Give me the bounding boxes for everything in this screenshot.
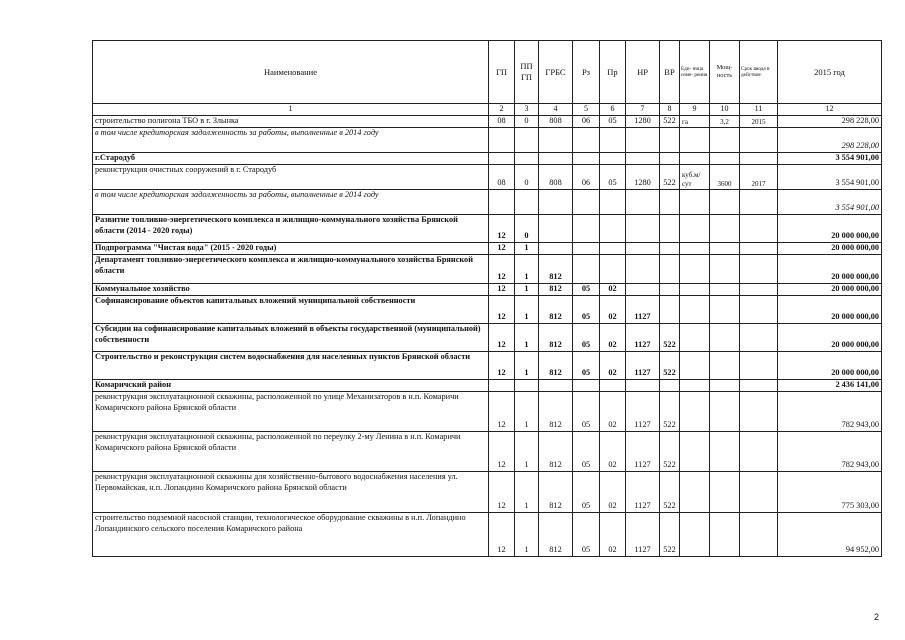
- row-name: Комаричский район: [93, 380, 489, 392]
- row-rz: [573, 255, 600, 284]
- row-grbs: 812: [539, 255, 573, 284]
- table-row: [93, 392, 882, 432]
- header-ppgp: ПП ГП: [515, 41, 539, 104]
- row-rz: 06: [573, 116, 600, 128]
- row-unit: [680, 352, 710, 380]
- header-vr: ВР: [660, 41, 680, 104]
- table-row: [93, 432, 882, 472]
- header-year: 2015 год: [778, 41, 882, 104]
- row-ppgp: [515, 190, 539, 215]
- row-term: [740, 392, 778, 432]
- row-amount: 3 554 901,00: [778, 190, 882, 215]
- row-term: [740, 472, 778, 513]
- row-unit: га: [680, 116, 710, 128]
- row-pr: [600, 215, 626, 243]
- row-nr: [626, 243, 660, 255]
- row-unit: куб.м/ сут: [680, 165, 710, 190]
- header-pr: Пр: [600, 41, 626, 104]
- table-row: [93, 190, 882, 215]
- row-name: строительство полигона ТБО в г. Злынка: [93, 116, 489, 128]
- table-row: [93, 165, 882, 190]
- row-grbs: 808: [539, 116, 573, 128]
- row-pr: 02: [600, 472, 626, 513]
- row-pr: 02: [600, 352, 626, 380]
- row-unit: [680, 153, 710, 165]
- row-name: реконструкция эксплуатационной скважины, расположенной по улице Механизаторов в н.п. Комаричи Комаричского района Брянской области: [93, 392, 489, 432]
- row-ppgp: [515, 153, 539, 165]
- row-vr: 522: [660, 352, 680, 380]
- col-number: 8: [660, 104, 680, 116]
- row-gp: [489, 190, 515, 215]
- row-unit: [680, 392, 710, 432]
- row-cap: [710, 190, 740, 215]
- row-unit: [680, 324, 710, 352]
- row-unit: [680, 215, 710, 243]
- row-amount: 782 943,00: [778, 432, 882, 472]
- row-pr: 05: [600, 165, 626, 190]
- header-name: Наименование: [93, 41, 489, 104]
- header-rz: Рз: [573, 41, 600, 104]
- table-row: [93, 380, 882, 392]
- row-amount: 20 000 000,00: [778, 284, 882, 296]
- row-amount: 94 952,00: [778, 513, 882, 557]
- row-vr: 522: [660, 392, 680, 432]
- row-unit: [680, 255, 710, 284]
- col-number: 4: [539, 104, 573, 116]
- row-name: реконструкция эксплуатационной скважины для хозяйственно-бытового водоснабжения населения ул. Первомайская, н.п. Лопандино Комаричского района Брянской области: [93, 472, 489, 513]
- row-cap: [710, 324, 740, 352]
- row-vr: 522: [660, 432, 680, 472]
- row-rz: 05: [573, 513, 600, 557]
- row-amount: 20 000 000,00: [778, 255, 882, 284]
- row-gp: [489, 153, 515, 165]
- row-unit: [680, 472, 710, 513]
- row-cap: [710, 128, 740, 153]
- row-pr: [600, 128, 626, 153]
- col-number: 10: [710, 104, 740, 116]
- row-nr: [626, 153, 660, 165]
- row-term: [740, 324, 778, 352]
- row-rz: [573, 215, 600, 243]
- row-unit: [680, 128, 710, 153]
- row-pr: 02: [600, 432, 626, 472]
- row-pr: 02: [600, 513, 626, 557]
- row-cap: [710, 153, 740, 165]
- row-unit: [680, 432, 710, 472]
- row-name: в том числе кредиторская задолженность за работы, выполненные в 2014 году: [93, 190, 489, 215]
- row-rz: 05: [573, 432, 600, 472]
- row-pr: [600, 243, 626, 255]
- table-row: [93, 116, 882, 128]
- table-row: [93, 352, 882, 380]
- row-pr: 02: [600, 284, 626, 296]
- row-vr: [660, 243, 680, 255]
- row-gp: 12: [489, 284, 515, 296]
- row-ppgp: 1: [515, 432, 539, 472]
- page-number: 2: [873, 612, 879, 622]
- row-grbs: 812: [539, 472, 573, 513]
- row-rz: [573, 128, 600, 153]
- row-cap: [710, 352, 740, 380]
- row-name: г.Стародуб: [93, 153, 489, 165]
- row-nr: 1127: [626, 324, 660, 352]
- budget-table: [92, 40, 882, 557]
- row-nr: 1127: [626, 432, 660, 472]
- row-cap: 3,2: [710, 116, 740, 128]
- row-ppgp: 1: [515, 243, 539, 255]
- table-row: [93, 513, 882, 557]
- row-term: [740, 352, 778, 380]
- row-grbs: [539, 153, 573, 165]
- row-pr: [600, 153, 626, 165]
- row-pr: [600, 380, 626, 392]
- row-amount: 3 554 901,00: [778, 153, 882, 165]
- row-grbs: 812: [539, 284, 573, 296]
- row-gp: 08: [489, 165, 515, 190]
- row-vr: 522: [660, 513, 680, 557]
- row-ppgp: 1: [515, 513, 539, 557]
- row-vr: [660, 380, 680, 392]
- row-gp: 12: [489, 215, 515, 243]
- row-vr: [660, 190, 680, 215]
- row-cap: [710, 472, 740, 513]
- row-amount: 2 436 141,00: [778, 380, 882, 392]
- row-vr: [660, 296, 680, 324]
- row-pr: 05: [600, 116, 626, 128]
- row-amount: 20 000 000,00: [778, 215, 882, 243]
- col-number: 1: [93, 104, 489, 116]
- col-number: 5: [573, 104, 600, 116]
- table-row: [93, 153, 882, 165]
- row-cap: [710, 284, 740, 296]
- table-row: [93, 296, 882, 324]
- col-number: 6: [600, 104, 626, 116]
- row-term: [740, 513, 778, 557]
- row-cap: 3600: [710, 165, 740, 190]
- col-number: 12: [778, 104, 882, 116]
- row-vr: [660, 215, 680, 243]
- row-ppgp: 1: [515, 352, 539, 380]
- row-name: Департамент топливно-энергетического комплекса и жилищно-коммунального хозяйства Брянской области: [93, 255, 489, 284]
- row-cap: [710, 432, 740, 472]
- row-cap: [710, 513, 740, 557]
- row-nr: [626, 190, 660, 215]
- row-nr: 1280: [626, 165, 660, 190]
- row-name: реконструкция эксплуатационной скважины, расположенной по переулку 2-му Ленина в н.п. Комаричи Комаричского района Брянской области: [93, 432, 489, 472]
- row-ppgp: [515, 128, 539, 153]
- table-row: [93, 215, 882, 243]
- row-rz: 05: [573, 352, 600, 380]
- row-nr: 1127: [626, 392, 660, 432]
- row-gp: 12: [489, 255, 515, 284]
- row-gp: 12: [489, 392, 515, 432]
- row-term: [740, 380, 778, 392]
- row-term: [740, 243, 778, 255]
- row-amount: 3 554 901,00: [778, 165, 882, 190]
- row-pr: 02: [600, 324, 626, 352]
- row-cap: [710, 243, 740, 255]
- row-term: [740, 215, 778, 243]
- row-term: [740, 255, 778, 284]
- row-rz: 05: [573, 472, 600, 513]
- row-term: 2015: [740, 116, 778, 128]
- row-grbs: [539, 380, 573, 392]
- row-term: [740, 128, 778, 153]
- row-ppgp: [515, 380, 539, 392]
- table-row: [93, 128, 882, 153]
- row-nr: [626, 128, 660, 153]
- row-vr: [660, 255, 680, 284]
- row-pr: [600, 190, 626, 215]
- row-rz: 05: [573, 296, 600, 324]
- row-amount: 20 000 000,00: [778, 324, 882, 352]
- col-number: 11: [740, 104, 778, 116]
- row-ppgp: 0: [515, 165, 539, 190]
- row-term: [740, 284, 778, 296]
- row-pr: [600, 255, 626, 284]
- row-vr: [660, 153, 680, 165]
- row-vr: [660, 284, 680, 296]
- row-term: [740, 153, 778, 165]
- row-vr: 522: [660, 116, 680, 128]
- col-number: 2: [489, 104, 515, 116]
- col-number: 9: [680, 104, 710, 116]
- row-gp: 12: [489, 472, 515, 513]
- col-number: 7: [626, 104, 660, 116]
- row-unit: [680, 296, 710, 324]
- row-gp: 12: [489, 513, 515, 557]
- row-rz: [573, 243, 600, 255]
- row-ppgp: 1: [515, 296, 539, 324]
- row-rz: 05: [573, 392, 600, 432]
- row-pr: 02: [600, 296, 626, 324]
- row-vr: [660, 128, 680, 153]
- row-cap: [710, 215, 740, 243]
- header-row: [93, 41, 882, 104]
- row-grbs: [539, 128, 573, 153]
- row-grbs: 808: [539, 165, 573, 190]
- row-unit: [680, 190, 710, 215]
- header-term: Срок ввода в действие: [740, 41, 778, 104]
- row-amount: 298 228,00: [778, 128, 882, 153]
- column-number-row: [93, 104, 882, 116]
- row-name: реконструкция очистных сооружений в г. Стародуб: [93, 165, 489, 190]
- row-ppgp: 1: [515, 472, 539, 513]
- row-amount: 20 000 000,00: [778, 296, 882, 324]
- row-gp: 12: [489, 243, 515, 255]
- row-gp: [489, 380, 515, 392]
- header-grbs: ГРБС: [539, 41, 573, 104]
- row-name: в том числе кредиторская задолженность за работы, выполненные в 2014 году: [93, 128, 489, 153]
- row-gp: [489, 128, 515, 153]
- row-nr: [626, 380, 660, 392]
- row-term: [740, 190, 778, 215]
- row-amount: 782 943,00: [778, 392, 882, 432]
- row-nr: [626, 215, 660, 243]
- table-row: [93, 472, 882, 513]
- row-grbs: [539, 190, 573, 215]
- row-name: Подпрограмма "Чистая вода" (2015 - 2020 годы): [93, 243, 489, 255]
- row-nr: 1127: [626, 296, 660, 324]
- row-ppgp: 1: [515, 324, 539, 352]
- row-grbs: 812: [539, 432, 573, 472]
- table-row: [93, 255, 882, 284]
- row-gp: 12: [489, 296, 515, 324]
- row-term: [740, 296, 778, 324]
- row-term: 2017: [740, 165, 778, 190]
- row-cap: [710, 392, 740, 432]
- row-gp: 12: [489, 352, 515, 380]
- row-gp: 12: [489, 324, 515, 352]
- row-amount: 20 000 000,00: [778, 243, 882, 255]
- row-name: Субсидии на софинансирование капитальных вложений в объекты государственной (муниципальной) собственности: [93, 324, 489, 352]
- row-grbs: [539, 215, 573, 243]
- row-ppgp: 1: [515, 392, 539, 432]
- row-grbs: 812: [539, 324, 573, 352]
- row-vr: 522: [660, 165, 680, 190]
- row-rz: 05: [573, 324, 600, 352]
- row-name: Софинансирование объектов капитальных вложений муниципальной собственности: [93, 296, 489, 324]
- row-grbs: 812: [539, 352, 573, 380]
- row-name: строительство подземной насосной станции, технологическое оборудование скважины в н.п. Лопандино Лопандинского сельского поселения Комаричского района: [93, 513, 489, 557]
- row-rz: 05: [573, 284, 600, 296]
- row-unit: [680, 513, 710, 557]
- row-gp: 12: [489, 432, 515, 472]
- row-name: Развитие топливно-энергетического комплекса и жилищно-коммунального хозяйства Брянской области (2014 - 2020 годы): [93, 215, 489, 243]
- row-term: [740, 432, 778, 472]
- table-row: [93, 284, 882, 296]
- row-name: Строительство и реконструкция систем водоснабжения для населенных пунктов Брянской области: [93, 352, 489, 380]
- row-ppgp: 1: [515, 284, 539, 296]
- row-amount: 20 000 000,00: [778, 352, 882, 380]
- row-rz: [573, 190, 600, 215]
- table-row: [93, 324, 882, 352]
- row-rz: 06: [573, 165, 600, 190]
- row-cap: [710, 296, 740, 324]
- header-unit: Еди- ница изме- рения: [680, 41, 710, 104]
- table-row: [93, 243, 882, 255]
- row-unit: [680, 284, 710, 296]
- header-capacity: Мощ- ность: [710, 41, 740, 104]
- row-vr: 522: [660, 472, 680, 513]
- row-nr: 1127: [626, 513, 660, 557]
- row-grbs: [539, 243, 573, 255]
- row-nr: [626, 255, 660, 284]
- row-ppgp: 1: [515, 255, 539, 284]
- header-gp: ГП: [489, 41, 515, 104]
- row-unit: [680, 243, 710, 255]
- row-amount: 298 228,00: [778, 116, 882, 128]
- row-amount: 775 303,00: [778, 472, 882, 513]
- row-nr: 1280: [626, 116, 660, 128]
- row-ppgp: 0: [515, 116, 539, 128]
- row-cap: [710, 380, 740, 392]
- row-gp: 08: [489, 116, 515, 128]
- row-name: Коммунальное хозяйство: [93, 284, 489, 296]
- row-nr: [626, 284, 660, 296]
- row-vr: 522: [660, 324, 680, 352]
- row-unit: [680, 380, 710, 392]
- col-number: 3: [515, 104, 539, 116]
- row-rz: [573, 153, 600, 165]
- header-nr: НР: [626, 41, 660, 104]
- row-grbs: 812: [539, 392, 573, 432]
- row-nr: 1127: [626, 352, 660, 380]
- row-grbs: 812: [539, 513, 573, 557]
- row-ppgp: 0: [515, 215, 539, 243]
- row-nr: 1127: [626, 472, 660, 513]
- row-cap: [710, 255, 740, 284]
- row-rz: [573, 380, 600, 392]
- row-pr: 02: [600, 392, 626, 432]
- row-grbs: 812: [539, 296, 573, 324]
